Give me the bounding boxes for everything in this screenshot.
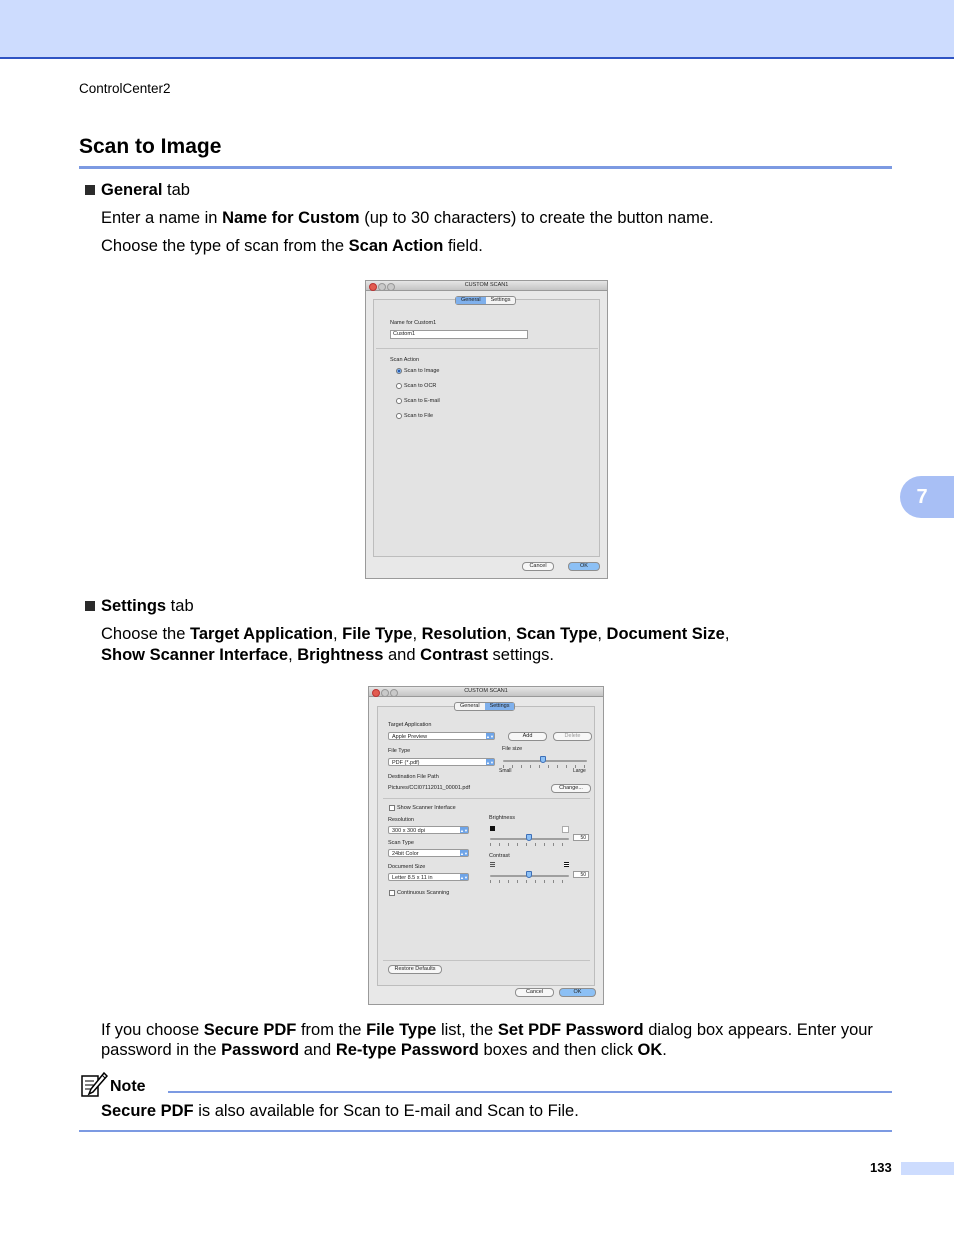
- dest-path-value: Pictures/CCI07112011_00001.pdf: [388, 785, 471, 791]
- chevron-down-icon: ▲▼: [486, 760, 494, 765]
- general-tab-bullet: General tab: [85, 180, 190, 201]
- note-bottom-rule: [79, 1130, 892, 1132]
- doc-size-label: Document Size: [388, 864, 426, 870]
- secure-pdf-paragraph-2: password in the Password and Re-type Password boxes and then click OK.: [101, 1041, 667, 1059]
- ok-button[interactable]: OK: [568, 562, 600, 571]
- bullet-icon: [85, 185, 95, 195]
- dialog-title: CUSTOM SCAN1: [464, 688, 508, 694]
- minimize-icon[interactable]: [381, 689, 389, 697]
- dest-path-label: Destination File Path: [388, 774, 439, 780]
- settings-tab-bullet: Settings tab: [85, 596, 194, 617]
- dialog-settings-screenshot: [368, 686, 604, 1005]
- tab-general[interactable]: General: [460, 703, 480, 709]
- resolution-label: Resolution: [388, 817, 414, 823]
- note-body: Secure PDF is also available for Scan to E-mail and Scan to File.: [101, 1102, 579, 1120]
- contrast-value[interactable]: 50: [573, 871, 589, 878]
- close-icon[interactable]: [372, 689, 380, 697]
- general-instruction-1: Enter a name in Name for Custom (up to 30 characters) to create the button name.: [101, 209, 714, 227]
- light-icon: [562, 826, 569, 833]
- high-contrast-icon: [564, 862, 569, 867]
- target-app-label: Target Application: [388, 722, 432, 728]
- header-band: [0, 0, 954, 59]
- option-label: Scan to OCR: [404, 383, 437, 389]
- radio-scan-to-image[interactable]: [396, 368, 402, 374]
- contrast-slider[interactable]: [526, 871, 532, 878]
- title-rule: [79, 166, 892, 169]
- brightness-slider[interactable]: [526, 834, 532, 841]
- file-size-slider[interactable]: [540, 756, 546, 763]
- note-rule: [168, 1091, 892, 1093]
- dark-icon: [490, 826, 495, 831]
- brightness-value[interactable]: 50: [573, 834, 589, 841]
- file-type-select[interactable]: PDF (*.pdf) ▲▼: [388, 758, 495, 766]
- scan-type-select[interactable]: 24bit Color ▲▼: [388, 849, 469, 857]
- divider: [383, 960, 590, 961]
- doc-size-select[interactable]: Letter 8.5 x 11 in ▲▼: [388, 873, 469, 881]
- running-head: ControlCenter2: [79, 81, 171, 96]
- note-pencil-icon: [80, 1071, 108, 1099]
- name-label: Name for Custom1: [390, 320, 437, 326]
- delete-button[interactable]: Delete: [553, 732, 592, 741]
- continuous-label: Continuous Scanning: [397, 890, 450, 896]
- settings-instruction-1: Choose the Target Application, File Type, Resolution, Scan Type, Document Size,: [101, 625, 730, 643]
- slider-ticks: [490, 880, 569, 883]
- radio-scan-to-email[interactable]: [396, 398, 402, 404]
- note-title: Note: [110, 1078, 146, 1095]
- chapter-tab: 7: [900, 476, 954, 518]
- dialog-general-screenshot: [365, 280, 608, 579]
- ok-button[interactable]: OK: [559, 988, 596, 997]
- large-label: Large: [573, 768, 586, 774]
- general-instruction-2: Choose the type of scan from the Scan Action field.: [101, 237, 483, 255]
- dialog-title: CUSTOM SCAN1: [464, 282, 509, 288]
- name-field[interactable]: Custom1: [390, 330, 528, 339]
- bullet-icon: [85, 601, 95, 611]
- dialog-titlebar: [369, 687, 603, 697]
- restore-defaults-button[interactable]: Restore Defaults: [388, 965, 442, 974]
- show-scanner-label: Show Scanner Interface: [397, 805, 456, 811]
- secure-pdf-paragraph-1: If you choose Secure PDF from the File Type list, the Set PDF Password dialog box appears. Enter your: [101, 1021, 873, 1039]
- target-app-select[interactable]: Apple Preview ▲▼: [388, 732, 495, 740]
- chevron-down-icon: ▲▼: [460, 828, 468, 833]
- show-scanner-checkbox[interactable]: [389, 805, 395, 811]
- scan-action-label: Scan Action: [390, 357, 420, 363]
- minimize-icon[interactable]: [378, 283, 386, 291]
- divider: [383, 798, 590, 799]
- chevron-down-icon: ▲▼: [460, 851, 468, 856]
- continuous-checkbox[interactable]: [389, 890, 395, 896]
- option-label: Scan to Image: [404, 368, 440, 374]
- tab-control: [454, 702, 515, 711]
- file-type-label: File Type: [388, 748, 411, 754]
- small-label: Small: [499, 768, 512, 774]
- brightness-label: Brightness: [489, 815, 515, 821]
- radio-scan-to-file[interactable]: [396, 413, 402, 419]
- close-icon[interactable]: [369, 283, 377, 291]
- chevron-down-icon: ▲▼: [460, 875, 468, 880]
- chevron-down-icon: ▲▼: [486, 734, 494, 739]
- scan-type-label: Scan Type: [388, 840, 414, 846]
- slider-ticks: [490, 843, 569, 846]
- option-label: Scan to E-mail: [404, 398, 440, 404]
- tab-settings[interactable]: Settings: [490, 297, 511, 303]
- tab-control: [455, 296, 516, 305]
- zoom-icon[interactable]: [390, 689, 398, 697]
- cancel-button[interactable]: Cancel: [515, 988, 554, 997]
- divider: [376, 348, 598, 349]
- low-contrast-icon: [490, 862, 495, 867]
- file-size-label: File size: [502, 746, 523, 752]
- resolution-select[interactable]: 300 x 300 dpi ▲▼: [388, 826, 469, 834]
- tab-general[interactable]: General: [456, 297, 486, 304]
- change-button[interactable]: Change...: [551, 784, 591, 793]
- add-button[interactable]: Add: [508, 732, 547, 741]
- tab-settings[interactable]: Settings: [485, 703, 515, 710]
- page-bar: [901, 1162, 954, 1175]
- page-number: 133: [870, 1160, 892, 1175]
- option-label: Scan to File: [404, 413, 434, 419]
- radio-scan-to-ocr[interactable]: [396, 383, 402, 389]
- dialog-titlebar: [366, 281, 607, 291]
- section-title: Scan to Image: [79, 135, 222, 158]
- settings-instruction-2: Show Scanner Interface, Brightness and Contrast settings.: [101, 646, 555, 664]
- contrast-label: Contrast: [489, 853, 510, 859]
- zoom-icon[interactable]: [387, 283, 395, 291]
- cancel-button[interactable]: Cancel: [522, 562, 554, 571]
